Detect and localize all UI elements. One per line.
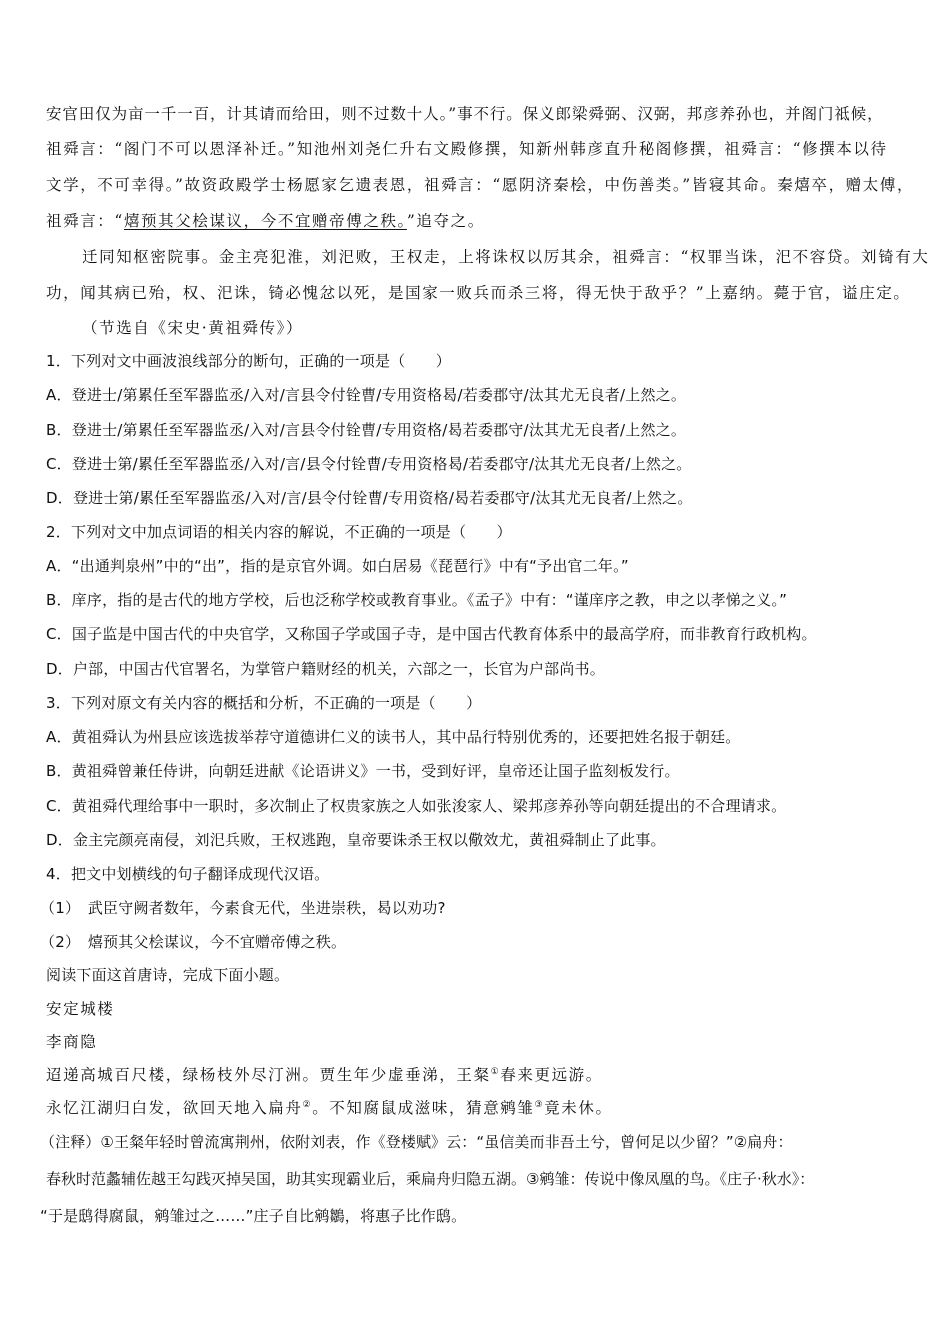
passage-text: ”追夺之。	[406, 212, 485, 230]
poem-author: 李商隐	[46, 1033, 98, 1051]
poem-note: （注释）①王粲年轻时曾流寓荆州，依附刘表，作《登楼赋》云：“虽信美而非吾土兮，曾何足以少留？”②扁舟：	[40, 1133, 793, 1151]
passage-line	[46, 210, 906, 232]
poem-text: 春来更远游。	[500, 1066, 603, 1084]
passage-line: 功，闻其病已殆，权、汜诛，锜必愧忿以死，是国家一败兵而杀三将，得无快于敌乎？”上嘉纳。薨于官，谥庄定。	[46, 284, 911, 302]
passage-line: 祖舜言：“阁门不可以恩泽补迁。”知池州刘尧仁升右文殿修撰，知新州韩彦直升秘阁修撰，祖舜言：“修撰本以待	[46, 140, 888, 158]
option: C．国子监是中国古代的中央官学，又称国子学或国子寺，是中国古代教育体系中的最高学府，而非教育行政机构。	[46, 625, 817, 643]
footnote-marker: ③	[534, 1099, 545, 1110]
passage-line: 迁同知枢密院事。金主亮犯淮，刘汜败，王权走，上将诛权以厉其余，祖舜言：“权罪当诛，汜不容贷。刘锜有大	[82, 248, 930, 266]
option: B．黄祖舜曾兼任侍讲，向朝廷进献《论语讲义》一书，受到好评，皇帝还让国子监刻板发行。	[46, 762, 680, 780]
poem-note: “于是鸱得腐鼠，鹓雏过之……”庄子自比鹓鶵，将惠子比作鸱。	[40, 1207, 467, 1225]
passage-line: 安官田仅为亩一千一百，计其请而给田，则不过数十人。”事不行。保义郎梁舜弼、汉弼，邦彦养孙也，并阁门祗候，	[46, 105, 884, 123]
option: D．登进士第/累任至军器监丞/入对/言/县令付铨曹/专用资格/曷若委郡守/汰其尤无良者/上然之。	[46, 489, 693, 507]
option: C．黄祖舜代理给事中一职时，多次制止了权贵家族之人如张浚家人、梁邦彦养孙等向朝廷提出的不合理请求。	[46, 797, 787, 815]
question-stem: 3．下列对原文有关内容的概括和分析，不正确的一项是（ ）	[46, 694, 482, 712]
passage-text: 祖舜言：“	[46, 212, 124, 230]
option: A．“出通判泉州”中的“出”，指的是京官外调。如白居易《琵琶行》中有“予出官二年。”	[46, 557, 629, 575]
option: B．庠序，指的是古代的地方学校，后也泛称学校或教育事业。《孟子》中有：“谨庠序之教，申之以孝悌之义。”	[46, 591, 788, 609]
translation-item: （1） 武臣守阙者数年，今素食无代，坐进崇秩，曷以劝功?	[40, 899, 446, 917]
question-stem: 1．下列对文中画波浪线部分的断句，正确的一项是（ ）	[46, 352, 451, 370]
translation-item: （2） 熺预其父桧谋议，今不宜赠帝傅之秩。	[40, 933, 347, 951]
option: A．黄祖舜认为州县应该选拔举荐守道德讲仁义的读书人，其中品行特别优秀的，还要把姓名报于朝廷。	[46, 728, 741, 746]
poem-text: 永忆江湖归白发，欲回天地入扁舟	[46, 1099, 303, 1117]
footnote-marker: ①	[490, 1066, 501, 1077]
option: D．金主完颜亮南侵，刘汜兵败，王权逃跑，皇帝要诛杀王权以儆效尤，黄祖舜制止了此事。	[46, 831, 666, 849]
section-intro: 阅读下面这首唐诗，完成下面小题。	[46, 966, 290, 984]
poem-text: 迢递高城百尺楼，绿杨枝外尽汀洲。贾生年少虚垂涕，王粲	[46, 1066, 491, 1084]
footnote-marker: ②	[302, 1099, 313, 1110]
question-stem: 4．把文中划横线的句子翻译成现代汉语。	[46, 865, 330, 883]
poem-line	[46, 1064, 906, 1086]
poem-note: 春秋时范蠡辅佐越王勾践灭掉吴国，助其实现霸业后，乘扁舟归隐五湖。③鹓雏：传说中像凤凰的鸟。《庄子·秋水》：	[46, 1170, 815, 1188]
poem-text: 。不知腐鼠成滋味，猜意鹓雏	[312, 1099, 535, 1117]
option: D．户部，中国古代官署名，为掌管户籍财经的机关，六部之一，长官为户部尚书。	[46, 660, 605, 678]
question-stem: 2．下列对文中加点词语的相关内容的解说，不正确的一项是（ ）	[46, 523, 512, 541]
poem-title: 安定城楼	[46, 1000, 115, 1018]
poem-text: 竟未休。	[544, 1099, 613, 1117]
option: C．登进士第/累任至军器监丞/入对/言/县令付铨曹/专用资格曷/若委郡守/汰其尤无良者/上然之。	[46, 455, 692, 473]
passage-line: 文学，不可幸得。”故资政殿学士杨愿家乞遗表恩，祖舜言：“愿阴济秦桧，中伤善类。”皆寝其命。秦熺卒，赠太傅，	[46, 176, 915, 194]
option: B．登进士/第累任至军器监丞/入对/言县令付铨曹/专用资格/曷若委郡守/汰其尤无良者/上然之。	[46, 421, 687, 439]
underlined-sentence: 熺预其父桧谋议，今不宜赠帝傅之秩。	[123, 212, 407, 230]
passage-source: （节选自《宋史·黄祖舜传》）	[82, 319, 304, 337]
option: A．登进士/第累任至军器监丞/入对/言县令付铨曹/专用资格曷/若委郡守/汰其尤无良者/上然之。	[46, 386, 687, 404]
poem-line	[46, 1097, 906, 1119]
